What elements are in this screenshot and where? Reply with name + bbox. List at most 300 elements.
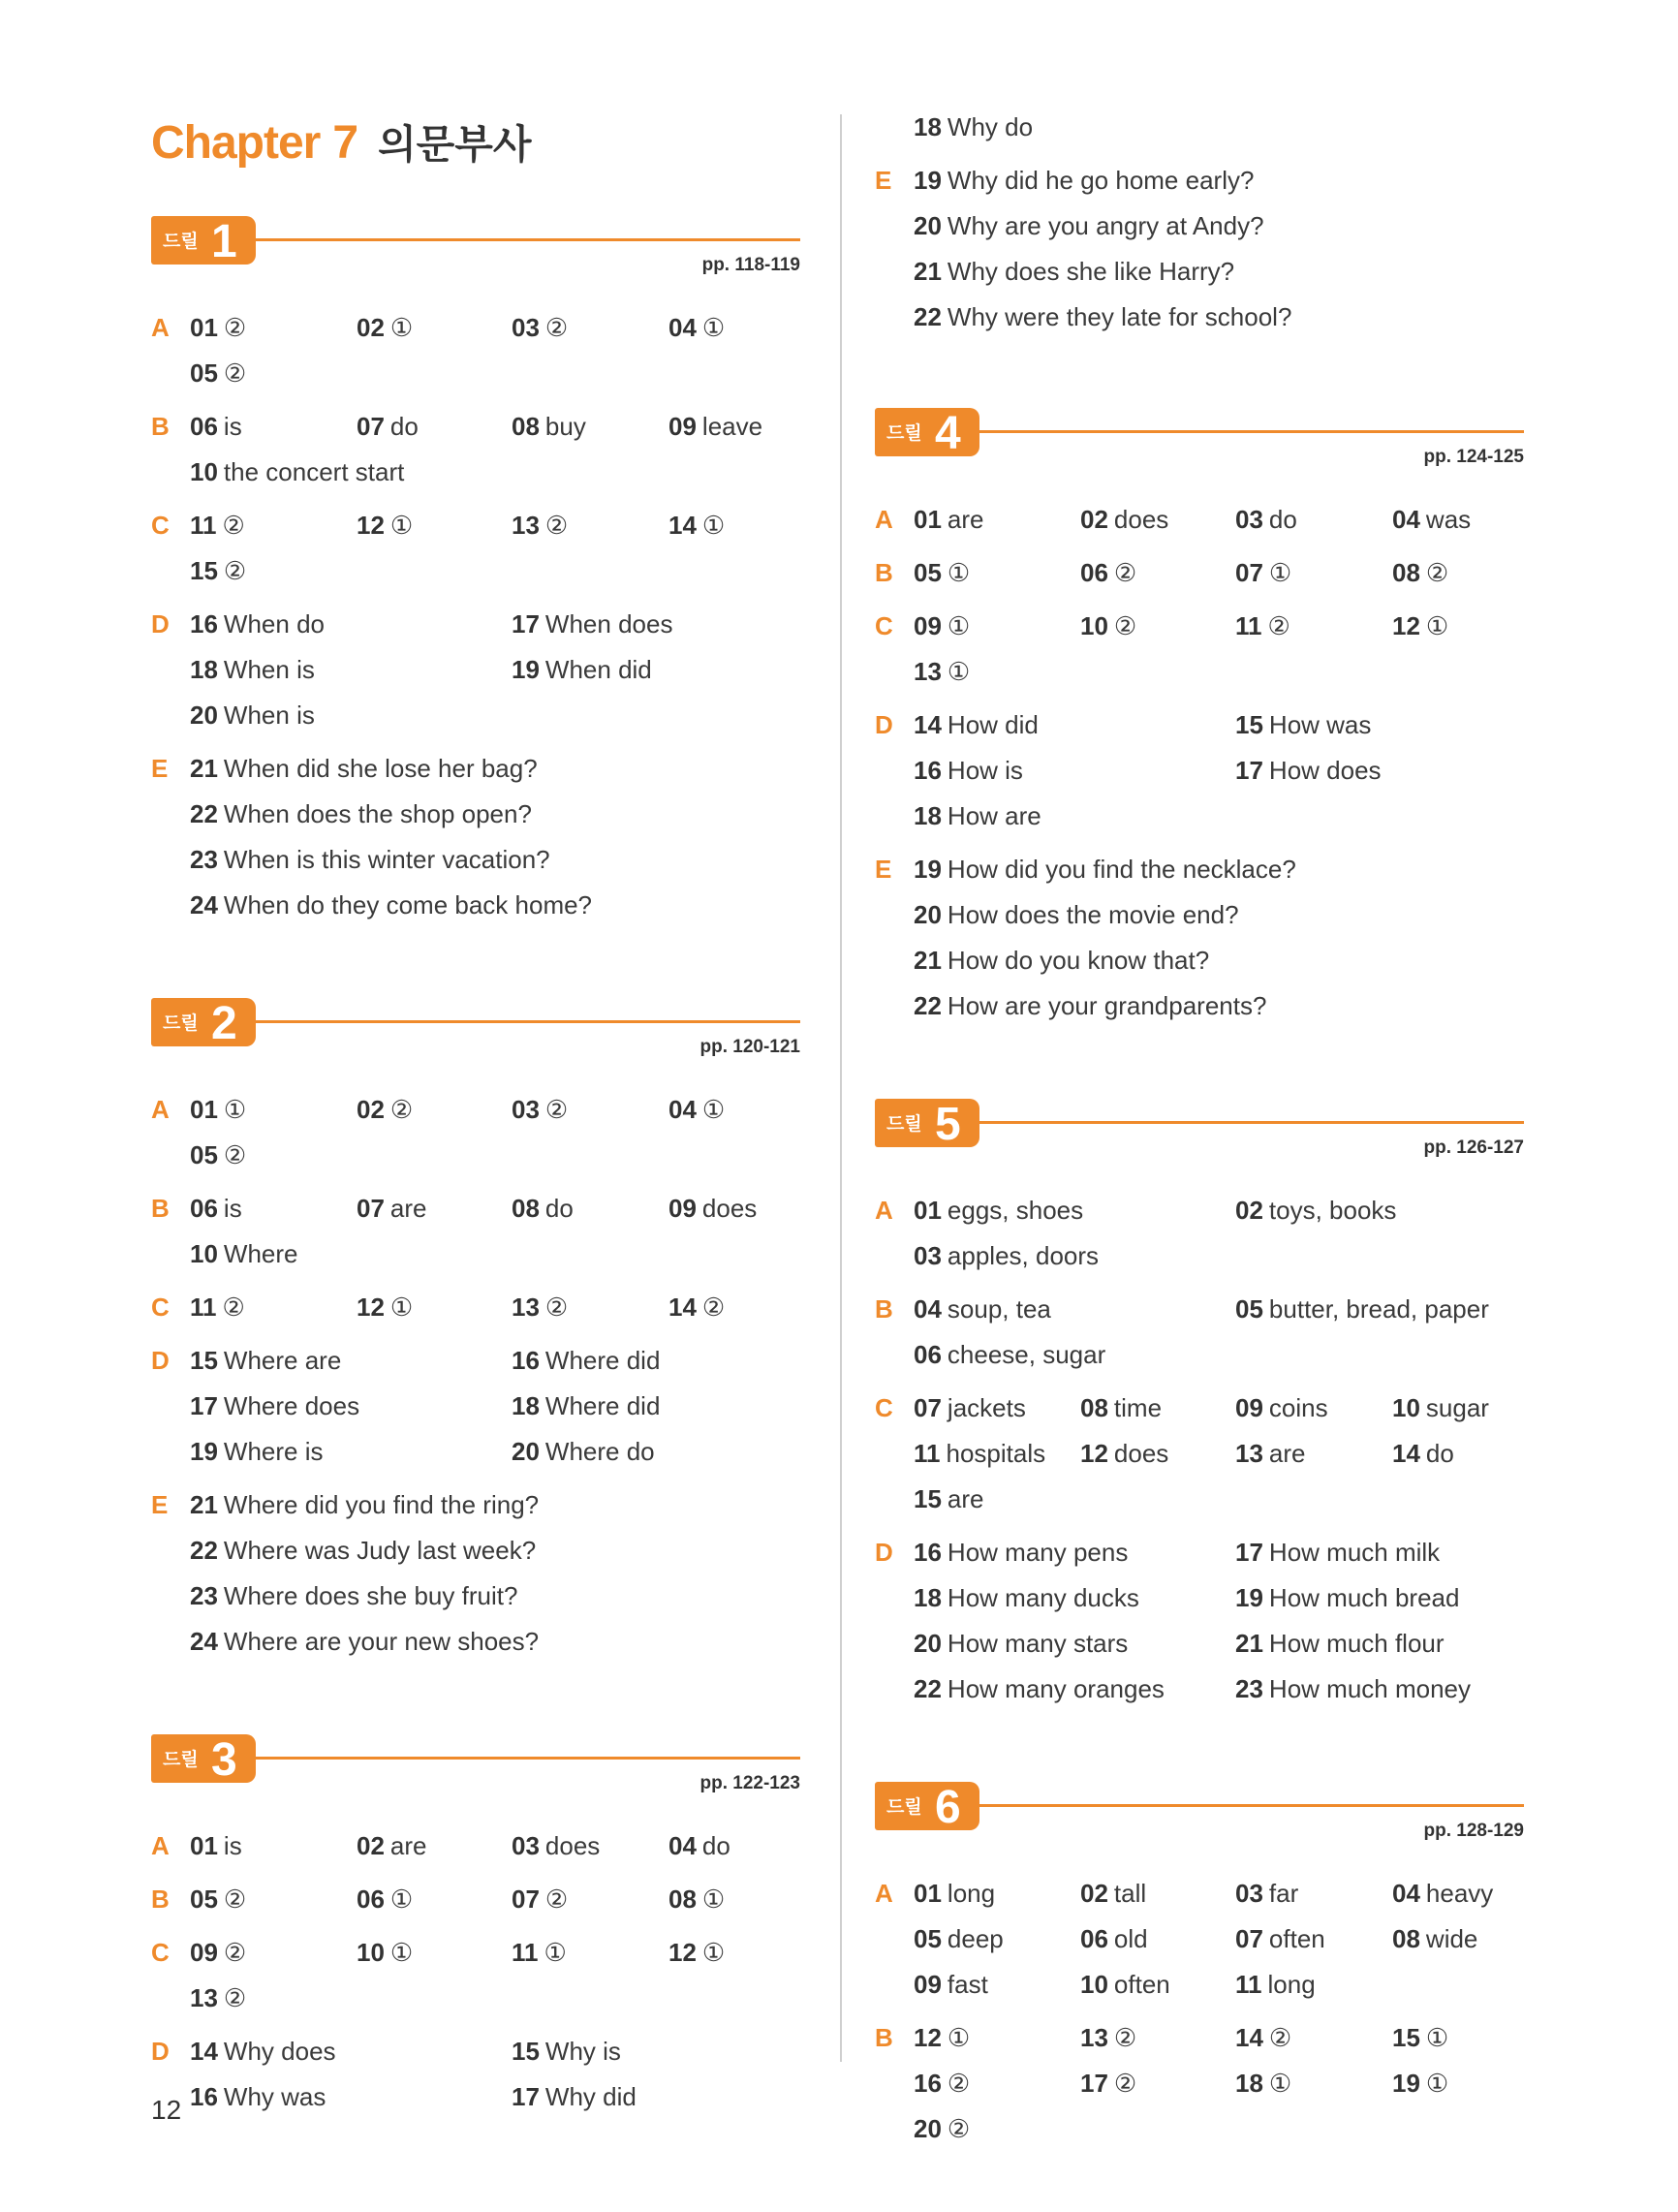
answer-text: ②: [1113, 558, 1137, 587]
answer-text: ②: [223, 1885, 247, 1914]
answer-number: 08: [512, 1194, 540, 1223]
answer-number: 02: [1080, 1879, 1108, 1908]
answer-text: Where: [223, 1239, 298, 1268]
answer-number: 17: [1235, 1538, 1263, 1567]
answer-item: [914, 794, 1235, 839]
answer-item: [512, 1384, 822, 1429]
answer-group-d: [151, 2029, 800, 2120]
answer-text: leave: [701, 412, 763, 441]
drill-header: [875, 1782, 1524, 1841]
answer-item: [914, 1916, 1080, 1962]
answer-number: 24: [190, 1627, 218, 1656]
answer-text: ②: [544, 1095, 569, 1124]
answer-item: [914, 1287, 1235, 1332]
drill-rule: [979, 1121, 1524, 1124]
answer-text: Where are your new shoes?: [223, 1627, 540, 1656]
answer-number: 20: [512, 1437, 540, 1466]
answer-number: 14: [914, 710, 942, 739]
answer-number: 05: [914, 558, 942, 587]
answer-text: ①: [701, 1095, 726, 1124]
answer-item: [190, 1930, 357, 1976]
chapter-number: 7: [332, 117, 359, 169]
page-range: pp. 126-127: [1423, 1137, 1524, 1158]
answer-item: [1392, 1386, 1545, 1431]
group-letter: E: [875, 855, 892, 884]
answer-item: [190, 792, 810, 837]
answer-group-d-continued: [875, 105, 1524, 150]
answer-text: When does the shop open?: [223, 799, 532, 828]
answer-item: [1235, 604, 1392, 649]
answer-group-a: [151, 1823, 800, 1869]
answer-text: ②: [222, 511, 245, 540]
answer-item: [914, 550, 1080, 596]
answer-item: [1080, 1916, 1235, 1962]
answer-number: 05: [190, 1885, 218, 1914]
answer-group-b: [151, 1877, 800, 1922]
answer-grid: [190, 1338, 800, 1475]
drill-label: 드릴: [886, 1113, 922, 1135]
answer-item: [512, 1823, 668, 1869]
answer-text: How much flour: [1268, 1629, 1445, 1658]
group-letter: A: [151, 313, 170, 342]
answer-text: are: [947, 505, 984, 534]
answer-text: ①: [544, 1938, 567, 1967]
answer-number: 18: [914, 801, 942, 830]
answer-number: 02: [357, 1095, 385, 1124]
answer-text: ②: [222, 1293, 245, 1322]
answer-number: 14: [668, 511, 697, 540]
answer-grid: [914, 1386, 1524, 1522]
answer-item: [914, 2015, 1080, 2061]
answer-item: [1392, 1431, 1545, 1477]
answer-number: 03: [512, 1831, 540, 1860]
answer-text: How does the movie end?: [947, 900, 1239, 929]
answer-item: [914, 1962, 1080, 2008]
answer-item: [190, 503, 357, 548]
answer-text: ②: [1113, 2023, 1137, 2052]
answer-number: 14: [668, 1293, 697, 1322]
group-letter: D: [151, 1346, 170, 1375]
answer-text: ②: [223, 358, 247, 388]
answer-text: When do they come back home?: [223, 890, 593, 919]
answer-number: 22: [190, 1536, 218, 1565]
group-letter: B: [875, 2023, 893, 2052]
answer-text: does: [1113, 1439, 1169, 1468]
answer-grid: [914, 847, 1524, 1029]
answer-text: Where do: [544, 1437, 655, 1466]
answer-text: How are: [947, 801, 1041, 830]
answer-item: [914, 295, 1534, 340]
answer-number: 05: [1235, 1294, 1263, 1324]
answer-text: How are your grandparents?: [947, 991, 1267, 1020]
answer-number: 17: [190, 1391, 218, 1420]
answer-text: ②: [544, 1293, 569, 1322]
answer-number: 07: [357, 412, 385, 441]
answer-number: 21: [914, 257, 942, 286]
answer-item: [1235, 1667, 1545, 1712]
answer-grid: [914, 1871, 1524, 2008]
answer-text: ①: [1268, 558, 1292, 587]
answer-number: 15: [190, 556, 218, 585]
group-letter: D: [875, 1538, 893, 1567]
answer-text: ②: [947, 2114, 971, 2143]
answer-number: 04: [668, 313, 697, 342]
drill-answers: [151, 1046, 800, 1665]
answer-text: ②: [1113, 2069, 1137, 2098]
answer-item: [190, 351, 357, 396]
drill-header: [151, 1734, 800, 1793]
answer-number: 11: [512, 1938, 539, 1967]
answer-item: [190, 1573, 810, 1619]
drill-answers: [875, 456, 1524, 1029]
drill-number: 5: [935, 1099, 961, 1150]
answer-item: [914, 158, 1534, 203]
answer-number: 01: [190, 313, 218, 342]
answer-grid: [914, 2015, 1524, 2152]
answer-number: 14: [1235, 2023, 1263, 2052]
answer-text: are: [947, 1484, 984, 1513]
answer-grid: [914, 158, 1524, 340]
page-range: pp. 122-123: [699, 1773, 800, 1793]
drill-label: 드릴: [886, 1796, 922, 1818]
answer-item: [1235, 550, 1392, 596]
answer-number: 07: [357, 1194, 385, 1223]
answer-item: [512, 1285, 668, 1330]
answer-text: Why is: [544, 2037, 621, 2066]
answer-number: 20: [914, 900, 942, 929]
answer-group-a: [875, 497, 1524, 543]
answer-text: ①: [389, 313, 414, 342]
answer-number: 13: [1235, 1439, 1263, 1468]
answer-text: Where are: [223, 1346, 342, 1375]
answer-text: Where does: [223, 1391, 360, 1420]
answer-item: [668, 1930, 822, 1976]
answer-number: 12: [668, 1938, 697, 1967]
answer-number: 15: [512, 2037, 540, 2066]
answer-item: [357, 1877, 512, 1922]
answer-grid: [190, 1930, 800, 2021]
drill-rule: [256, 1757, 800, 1760]
answer-number: 11: [914, 1439, 941, 1468]
answer-number: 20: [914, 211, 942, 240]
answer-number: 21: [914, 946, 942, 975]
answer-item: [190, 602, 512, 647]
drill-answers: [875, 1830, 1524, 2152]
answer-text: ①: [389, 511, 414, 540]
answer-item: [914, 2106, 1080, 2152]
answer-number: 11: [1235, 1970, 1262, 1999]
answer-group-c: [151, 1930, 800, 2021]
answer-text: How did: [947, 710, 1039, 739]
drill-number: 6: [935, 1782, 961, 1833]
answer-group-e: [875, 158, 1524, 340]
group-letter: B: [151, 1885, 170, 1914]
page-range: pp. 124-125: [1423, 447, 1524, 467]
answer-text: Where was Judy last week?: [223, 1536, 537, 1565]
answer-text: are: [389, 1831, 427, 1860]
answer-item: [512, 1338, 822, 1384]
answer-number: 06: [190, 1194, 218, 1223]
answer-item: [512, 2029, 822, 2074]
answer-item: [190, 548, 357, 594]
answer-number: 20: [914, 1629, 942, 1658]
answer-text: does: [1113, 505, 1169, 534]
answer-number: 02: [357, 313, 385, 342]
answer-number: 17: [512, 2082, 540, 2111]
answer-grid: [914, 497, 1524, 543]
answer-grid: [914, 1287, 1524, 1378]
group-letter: C: [875, 611, 893, 640]
drill-number: 2: [211, 998, 237, 1049]
group-letter: E: [151, 754, 169, 783]
answer-item: [914, 1477, 1080, 1522]
answer-item: [914, 938, 1534, 983]
answer-item: [1080, 1431, 1235, 1477]
answer-item: [1235, 1188, 1545, 1233]
answer-item: [190, 1338, 512, 1384]
answer-text: is: [223, 1831, 242, 1860]
answer-grid: [190, 2029, 800, 2120]
chapter-label: Chapter: [151, 117, 321, 169]
answer-group-c: [151, 503, 800, 594]
answer-text: soup, tea: [947, 1294, 1051, 1324]
answer-text: ②: [1267, 611, 1290, 640]
answer-text: When is this winter vacation?: [223, 845, 550, 874]
drill-answers: [875, 158, 1524, 340]
answer-number: 12: [357, 511, 385, 540]
answer-number: 16: [914, 2069, 942, 2098]
answer-group-e: [151, 746, 800, 928]
answer-group-d: [875, 1530, 1524, 1712]
answer-number: 16: [914, 756, 942, 785]
answer-grid: [190, 1482, 800, 1665]
group-letter: C: [151, 511, 170, 540]
answer-number: 09: [668, 412, 697, 441]
answer-item: [1235, 702, 1545, 748]
answer-text: Where did you find the ring?: [223, 1490, 540, 1519]
answer-text: sugar: [1425, 1393, 1489, 1422]
drill-section-6: [875, 1782, 1524, 2152]
answer-item: [914, 1332, 1235, 1378]
answer-item: [914, 1431, 1080, 1477]
answer-group-b: [875, 1287, 1524, 1378]
answer-number: 20: [190, 701, 218, 730]
drill-number: 4: [935, 408, 961, 459]
answer-number: 10: [190, 457, 218, 486]
answer-text: ②: [223, 1140, 247, 1169]
group-letter: C: [875, 1393, 893, 1422]
answer-item: [914, 748, 1235, 794]
answer-item: [512, 1186, 668, 1231]
answer-text: buy: [544, 412, 586, 441]
answer-text: the concert start: [223, 457, 405, 486]
answer-number: 09: [1235, 1393, 1263, 1422]
answer-text: Where does she buy fruit?: [223, 1581, 518, 1610]
answer-item: [914, 105, 1235, 150]
answer-number: 08: [668, 1885, 697, 1914]
group-letter: B: [151, 1194, 170, 1223]
answer-item: [1392, 1916, 1545, 1962]
answer-item: [1235, 1386, 1392, 1431]
group-letter: B: [875, 1294, 893, 1324]
answer-grid: [190, 305, 800, 396]
drill-tag: [875, 1782, 979, 1833]
drill-label: 드릴: [163, 1013, 199, 1034]
answer-number: 22: [914, 302, 942, 331]
answer-item: [190, 1231, 357, 1277]
answer-text: do: [1425, 1439, 1454, 1468]
answer-text: eggs, shoes: [947, 1196, 1084, 1225]
answer-number: 19: [1235, 1583, 1263, 1612]
answer-grid: [190, 1823, 800, 1869]
answer-text: does: [701, 1194, 758, 1223]
answer-number: 12: [1080, 1439, 1108, 1468]
answer-number: 04: [668, 1095, 697, 1124]
answer-item: [668, 1285, 822, 1330]
answer-text: heavy: [1425, 1879, 1494, 1908]
answer-number: 10: [1392, 1393, 1420, 1422]
answer-grid: [914, 702, 1524, 839]
answer-text: How did you find the necklace?: [947, 855, 1296, 884]
answer-text: ①: [947, 657, 971, 686]
answer-text: are: [1268, 1439, 1306, 1468]
answer-text: hospitals: [946, 1439, 1046, 1468]
answer-number: 08: [1392, 558, 1420, 587]
answer-text: ②: [544, 1885, 569, 1914]
answer-item: [357, 1186, 512, 1231]
group-letter: A: [875, 505, 893, 534]
answer-number: 03: [1235, 505, 1263, 534]
answer-text: do: [701, 1831, 730, 1860]
drill-section-2: [151, 998, 800, 1665]
answer-group-c: [875, 1386, 1524, 1522]
answer-text: ①: [1425, 2069, 1449, 2098]
answer-item: [914, 892, 1534, 938]
answer-text: time: [1113, 1393, 1163, 1422]
answer-item: [914, 1871, 1080, 1916]
answer-number: 01: [914, 505, 942, 534]
answer-text: When is: [223, 701, 315, 730]
answer-group-a: [875, 1871, 1524, 2008]
drill-label: 드릴: [163, 1749, 199, 1770]
drill-section-1: [151, 216, 800, 928]
answer-number: 14: [190, 2037, 218, 2066]
answer-number: 09: [190, 1938, 218, 1967]
answer-group-a: [151, 305, 800, 396]
answer-number: 07: [1235, 558, 1263, 587]
answer-text: How much bread: [1268, 1583, 1460, 1612]
answer-number: 19: [512, 655, 540, 684]
drill-tag: [151, 1734, 256, 1786]
drill-label: 드릴: [886, 422, 922, 444]
answer-number: 23: [190, 1581, 218, 1610]
drill-header: [151, 998, 800, 1057]
answer-text: does: [544, 1831, 601, 1860]
answer-item: [1235, 1575, 1545, 1621]
answer-text: Why does she like Harry?: [947, 257, 1235, 286]
answer-number: 06: [357, 1885, 385, 1914]
answer-item: [1080, 604, 1235, 649]
answer-item: [1392, 2061, 1545, 2106]
answer-number: 15: [190, 1346, 218, 1375]
answer-group-d: [151, 1338, 800, 1475]
answer-number: 16: [190, 2082, 218, 2111]
answer-number: 17: [512, 609, 540, 639]
answer-item: [914, 1575, 1235, 1621]
answer-number: 08: [512, 412, 540, 441]
answer-text: ②: [223, 556, 247, 585]
answer-group-c: [875, 604, 1524, 695]
answer-number: 05: [190, 358, 218, 388]
answer-number: 11: [190, 511, 217, 540]
answer-number: 11: [1235, 611, 1262, 640]
answer-number: 19: [190, 1437, 218, 1466]
answer-number: 12: [357, 1293, 385, 1322]
answer-item: [914, 1233, 1235, 1279]
answer-number: 06: [1080, 558, 1108, 587]
answer-text: When did: [544, 655, 652, 684]
answer-item: [190, 883, 810, 928]
group-letter: B: [875, 558, 893, 587]
answer-text: do: [544, 1194, 574, 1223]
drill-answers: [151, 1783, 800, 2120]
answer-text: How was: [1268, 710, 1372, 739]
answer-item: [190, 2029, 512, 2074]
answer-number: 13: [512, 1293, 540, 1322]
answer-item: [1235, 1530, 1545, 1575]
answer-text: How many oranges: [947, 1674, 1165, 1703]
answer-item: [914, 1386, 1080, 1431]
answer-text: far: [1268, 1879, 1299, 1908]
answer-group-b: [151, 404, 800, 495]
answer-number: 02: [1080, 505, 1108, 534]
answer-text: are: [389, 1194, 427, 1223]
answer-text: How is: [947, 756, 1023, 785]
answer-text: is: [223, 412, 242, 441]
answer-text: wide: [1425, 1924, 1478, 1953]
answer-number: 09: [914, 611, 942, 640]
answer-number: 21: [190, 754, 218, 783]
answer-text: ①: [1268, 2069, 1292, 2098]
answer-text: When is: [223, 655, 315, 684]
answer-grid: [914, 1188, 1524, 1279]
answer-text: apples, doors: [947, 1241, 1100, 1270]
answer-text: deep: [947, 1924, 1004, 1953]
group-letter: E: [875, 166, 892, 195]
answer-number: 10: [357, 1938, 385, 1967]
answer-item: [357, 503, 512, 548]
answer-grid: [914, 550, 1524, 596]
answer-group-a: [875, 1188, 1524, 1279]
answer-group-d: [151, 602, 800, 738]
answer-text: When do: [223, 609, 325, 639]
answer-text: Why did: [544, 2082, 637, 2111]
answer-number: 09: [914, 1970, 942, 1999]
answer-number: 15: [1392, 2023, 1420, 2052]
answer-number: 06: [190, 412, 218, 441]
answer-grid: [190, 1087, 800, 1178]
answer-item: [914, 249, 1534, 295]
answer-text: ①: [701, 1885, 726, 1914]
answer-grid: [190, 1285, 800, 1330]
answer-item: [190, 746, 810, 792]
group-letter: A: [875, 1879, 893, 1908]
drill-answers: [151, 265, 800, 928]
answer-number: 01: [914, 1879, 942, 1908]
answer-number: 15: [1235, 710, 1263, 739]
answer-number: 04: [914, 1294, 942, 1324]
answer-number: 17: [1235, 756, 1263, 785]
